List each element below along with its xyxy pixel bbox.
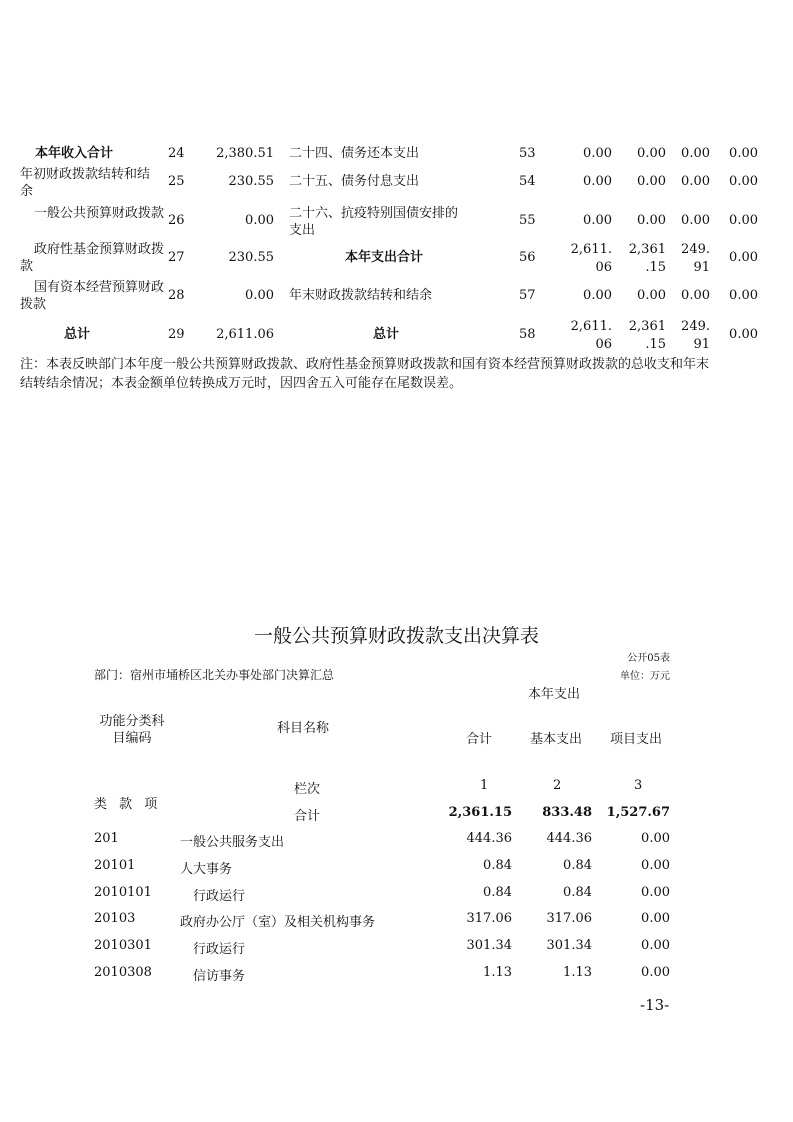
header-group: 本年支出 — [528, 687, 581, 702]
row-project: 0.00 — [641, 831, 670, 846]
cell-value: 0.00 — [729, 288, 758, 303]
row-label: 二十四、债务还本支出 — [289, 146, 420, 161]
lanci-number: 3 — [634, 778, 643, 793]
row-name: 人大事务 — [180, 862, 233, 877]
cell-value-line: 249. — [681, 319, 710, 334]
cell-value: 0.00 — [637, 288, 666, 303]
cell-value — [670, 318, 710, 354]
row-number: 55 — [519, 213, 536, 228]
row-label: 一般公共预算财政拨款 — [34, 206, 165, 221]
cell-value-line: .15 — [645, 260, 666, 275]
cell-value: 0.00 — [681, 174, 710, 189]
row-label: 二十五、债务付息支出 — [289, 174, 420, 189]
row-label: 政府性基金预算财政拨款 — [20, 242, 165, 274]
cell-value-line: 2,611. — [570, 242, 612, 257]
row-total: 0.84 — [483, 885, 512, 900]
total-row-label: 合计 — [294, 809, 321, 824]
row-amount: 230.55 — [228, 174, 274, 189]
cell-value: 0.00 — [637, 174, 666, 189]
row-total: 301.34 — [466, 938, 512, 953]
row-basic: 0.84 — [563, 858, 592, 873]
row-label: 本年支出合计 — [345, 250, 424, 265]
table-code: 公开05表 — [627, 653, 670, 664]
cell-value: 0.00 — [729, 327, 758, 342]
cell-value — [560, 241, 612, 277]
col-header-code-line: 目编码 — [112, 731, 152, 746]
cell-value-line: 2,361 — [628, 242, 666, 257]
row-code: 20101 — [94, 858, 136, 873]
col-header-name: 科目名称 — [277, 721, 330, 736]
cell-value: 0.00 — [583, 213, 612, 228]
row-project: 0.00 — [641, 858, 670, 873]
row-total: 1.13 — [483, 965, 512, 980]
col-header-code — [94, 713, 170, 747]
row-name: 政府办公厅（室）及相关机构事务 — [180, 915, 376, 930]
row-project: 0.00 — [641, 911, 670, 926]
table-note: 注：本表反映部门本年度一般公共预算财政拨款、政府性基金预算财政拨款和国有资本经营预算财政拨款的总收支和年末结转结余情况；本表金额单位转换成万元时，因四舍五入可能存在尾数误差。 — [20, 357, 710, 391]
row-number: 57 — [519, 288, 536, 303]
cell-value-line: 2,611. — [570, 319, 612, 334]
cell-value: 0.00 — [637, 213, 666, 228]
cell-value: 0.00 — [681, 288, 710, 303]
row-name: 信访事务 — [193, 969, 246, 984]
row-total: 444.36 — [466, 831, 512, 846]
cell-value: 0.00 — [681, 213, 710, 228]
cell-value: 0.00 — [637, 146, 666, 161]
total-value: 1,527.67 — [606, 805, 670, 820]
row-basic: 1.13 — [563, 965, 592, 980]
cell-value: 0.00 — [681, 146, 710, 161]
col-header-levels: 类 款 项 — [94, 797, 158, 812]
row-basic: 444.36 — [546, 831, 592, 846]
unit-label: 单位：万元 — [620, 671, 670, 682]
cell-value — [616, 318, 666, 354]
row-basic: 301.34 — [546, 938, 592, 953]
cell-value: 0.00 — [729, 213, 758, 228]
row-project: 0.00 — [641, 965, 670, 980]
row-project: 0.00 — [641, 938, 670, 953]
cell-value-line: 2,361 — [628, 319, 666, 334]
col-header-project: 项目支出 — [610, 732, 663, 747]
cell-value: 0.00 — [729, 250, 758, 265]
lanci-number: 2 — [553, 778, 562, 793]
row-label: 二十六、抗疫特别国债安排的支出 — [289, 206, 459, 238]
cell-value-line: 249. — [681, 242, 710, 257]
lanci-label: 栏次 — [294, 782, 321, 797]
cell-value-line: 91 — [693, 337, 710, 352]
cell-value: 0.00 — [583, 146, 612, 161]
cell-value: 0.00 — [583, 288, 612, 303]
row-basic: 0.84 — [563, 885, 592, 900]
col-header-total: 合计 — [466, 732, 493, 747]
cell-value: 0.00 — [729, 146, 758, 161]
row-number: 28 — [168, 288, 185, 303]
cell-value — [670, 241, 710, 277]
col-header-code-line: 功能分类科 — [99, 714, 165, 729]
cell-value: 0.00 — [583, 174, 612, 189]
row-label: 年初财政拨款结转和结余 — [20, 167, 151, 199]
row-number: 24 — [168, 146, 185, 161]
row-code: 2010301 — [94, 938, 152, 953]
lanci-number: 1 — [480, 778, 489, 793]
row-number: 29 — [168, 327, 185, 342]
row-label: 总计 — [64, 327, 91, 342]
row-label: 本年收入合计 — [35, 146, 114, 161]
row-name: 一般公共服务支出 — [180, 835, 285, 850]
cell-value: 0.00 — [729, 174, 758, 189]
cell-value — [616, 241, 666, 277]
row-label: 年末财政拨款结转和结余 — [289, 288, 433, 303]
row-number: 27 — [168, 250, 185, 265]
row-amount: 230.55 — [228, 250, 274, 265]
row-number: 56 — [519, 250, 536, 265]
row-project: 0.00 — [641, 885, 670, 900]
row-number: 25 — [168, 174, 185, 189]
row-amount: 0.00 — [245, 213, 274, 228]
row-number: 26 — [168, 213, 185, 228]
cell-value-line: 06 — [595, 337, 612, 352]
row-total: 317.06 — [466, 911, 512, 926]
row-code: 201 — [94, 831, 119, 846]
row-amount: 2,611.06 — [216, 327, 274, 342]
row-code: 2010308 — [94, 965, 152, 980]
cell-value-line: 91 — [693, 260, 710, 275]
cell-value-line: 06 — [595, 260, 612, 275]
row-number: 53 — [519, 146, 536, 161]
table-title: 一般公共预算财政拨款支出决算表 — [253, 625, 539, 647]
row-total: 0.84 — [483, 858, 512, 873]
row-code: 20103 — [94, 911, 136, 926]
total-value: 2,361.15 — [448, 805, 512, 820]
cell-value — [560, 318, 612, 354]
row-name: 行政运行 — [193, 889, 246, 904]
row-amount: 0.00 — [245, 288, 274, 303]
row-label: 总计 — [373, 327, 400, 342]
cell-value-line: .15 — [645, 337, 666, 352]
total-value: 833.48 — [542, 805, 592, 820]
department-label: 部门：宿州市埇桥区北关办事处部门决算汇总 — [94, 668, 335, 682]
col-header-basic: 基本支出 — [530, 732, 583, 747]
page-number: -13- — [640, 996, 670, 1014]
row-code: 2010101 — [94, 885, 152, 900]
row-amount: 2,380.51 — [216, 146, 274, 161]
row-name: 行政运行 — [193, 942, 246, 957]
row-label: 国有资本经营预算财政拨款 — [20, 280, 165, 312]
row-number: 54 — [519, 174, 536, 189]
row-number: 58 — [519, 327, 536, 342]
row-basic: 317.06 — [546, 911, 592, 926]
